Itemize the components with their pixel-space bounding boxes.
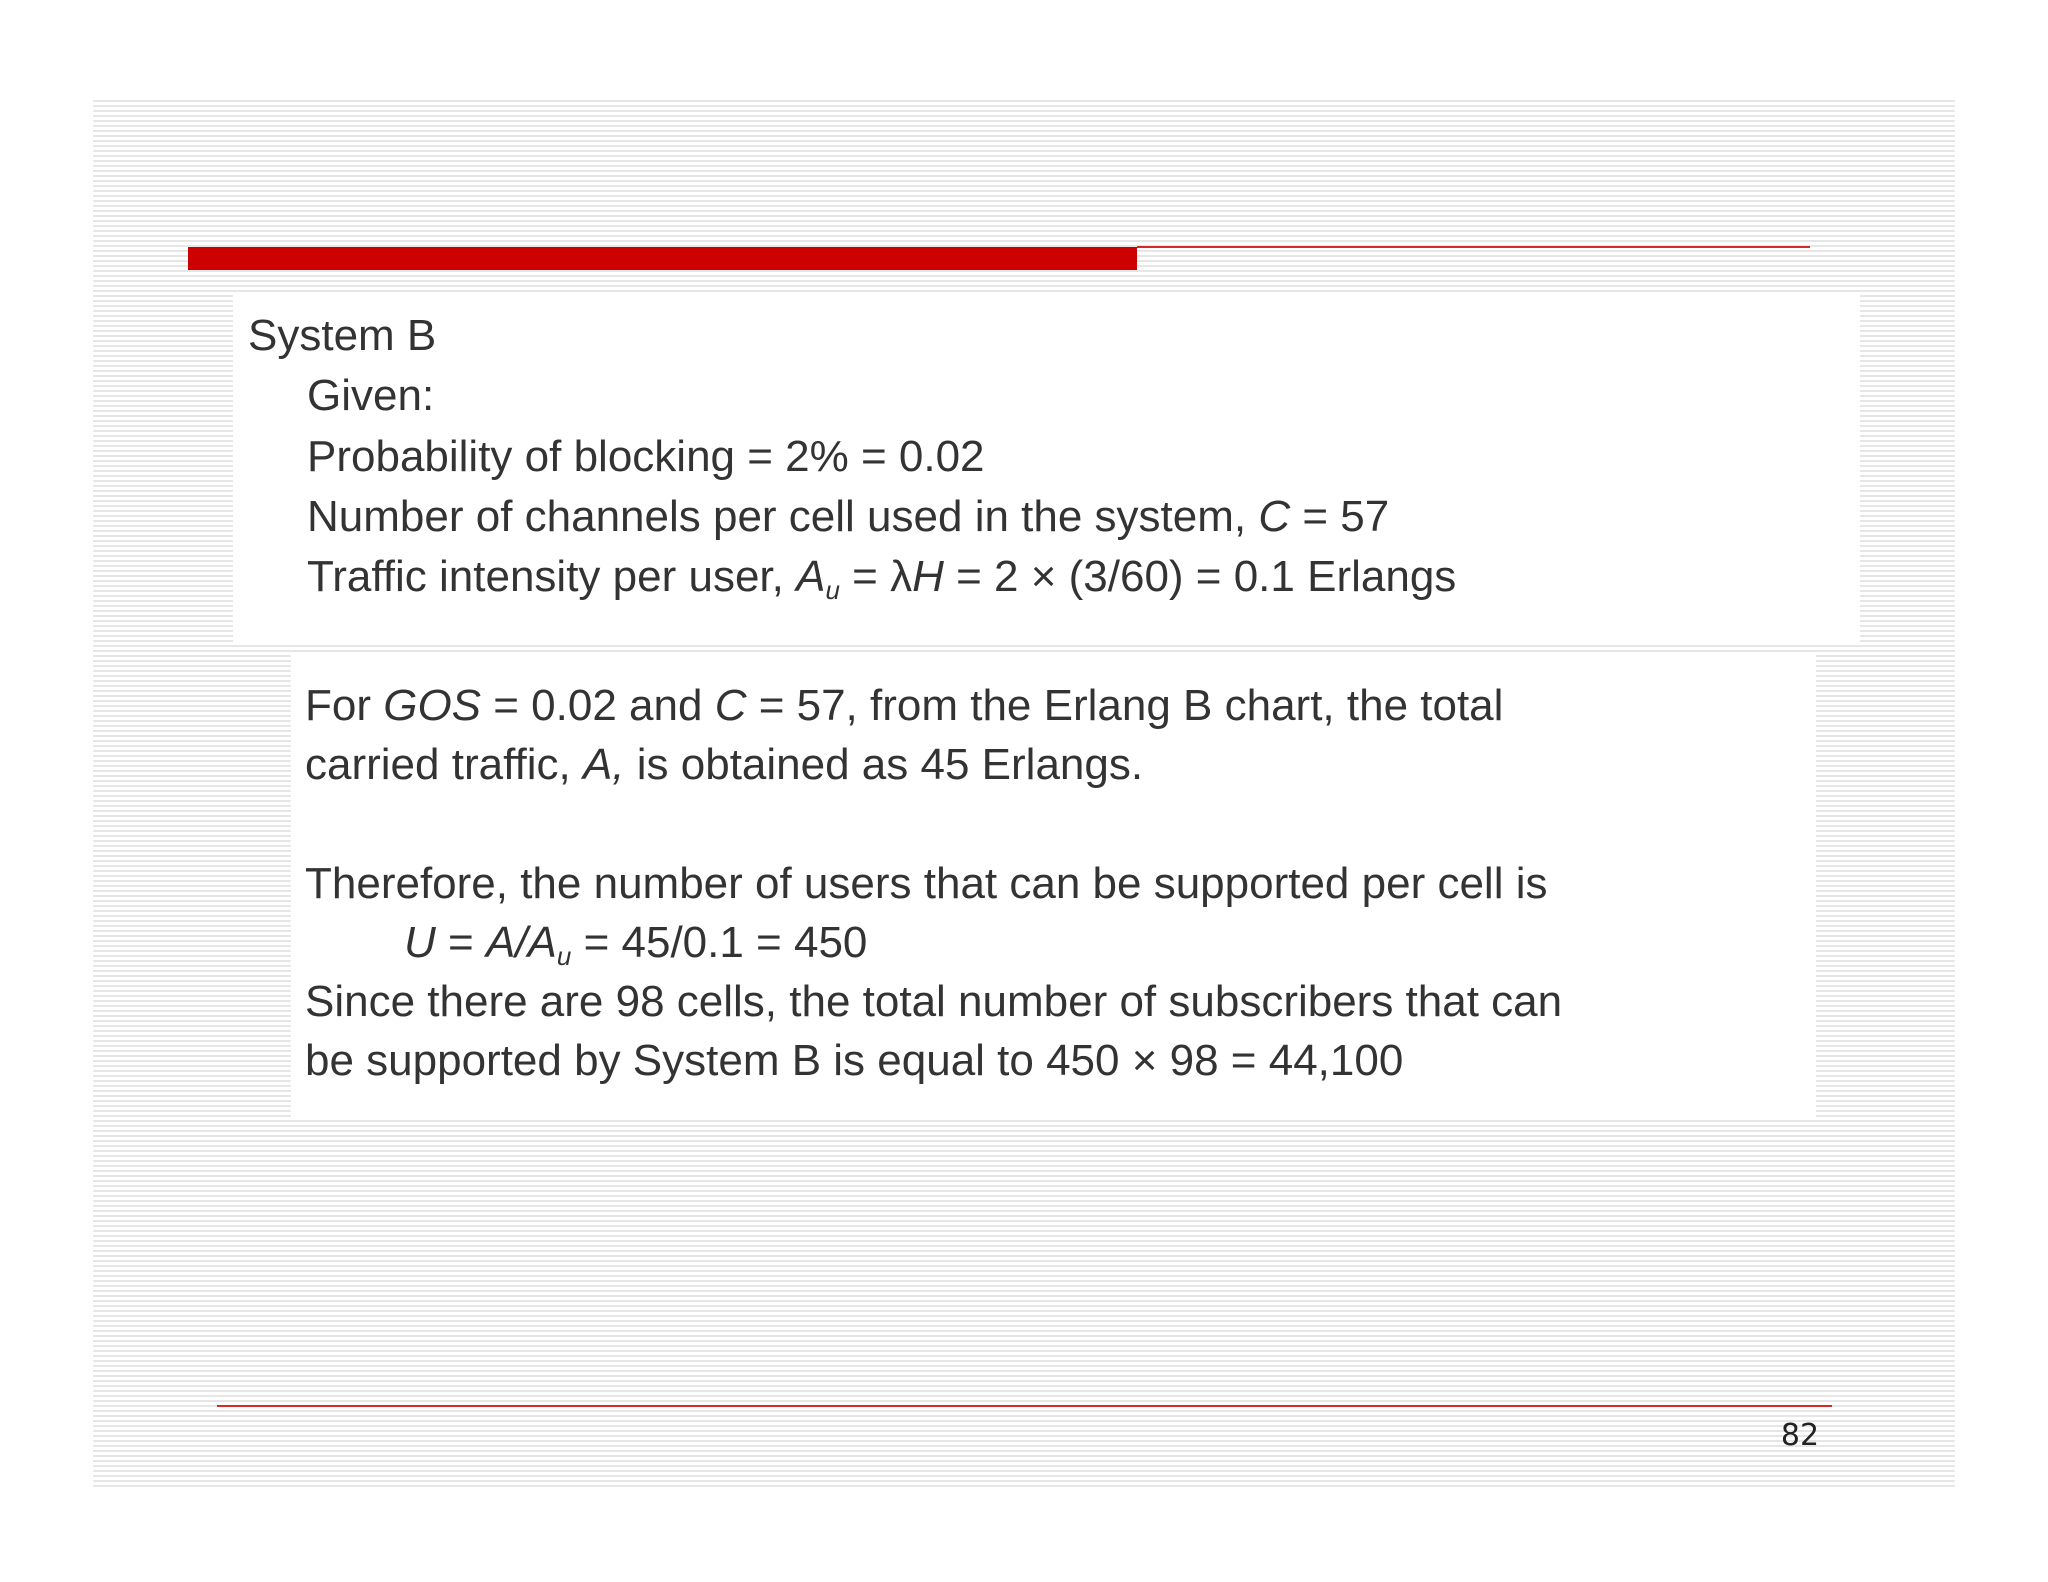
line1-for: For [305,681,384,730]
traffic-subscript: u [825,575,840,605]
system-heading [248,306,436,366]
channels-variable: C [1258,492,1291,541]
line2-a: A, [582,740,625,789]
title-accent-bar [188,247,1137,270]
traffic-intensity [307,547,1456,620]
traffic-variable-h: H [912,552,944,601]
channels-suffix: = 57 [1290,492,1390,541]
eq-slash: / [515,918,528,967]
footer-line [217,1405,1832,1407]
system-heading-text: System B [248,311,437,360]
line6-text: be supported by System B is equal to 450 × 98 = 44,100 [305,1036,1404,1085]
eq-a-u: A [527,918,557,967]
blocking-probability-text: Probability of blocking = 2% = 0.02 [307,432,985,481]
line1-gos: GOS [383,681,482,730]
traffic-prefix: Traffic intensity per user, [307,552,797,601]
solution-line-1 [305,676,1503,736]
line1-c: C [714,681,747,730]
line2-end: is obtained as 45 Erlangs. [624,740,1144,789]
line2-start: carried traffic, [305,740,583,789]
given-label [307,366,434,426]
blocking-probability [307,427,985,487]
traffic-equals: = λ [839,552,913,601]
title-accent-line [1137,246,1810,248]
line3-text: Therefore, the number of users that can be supported per cell is [305,859,1548,908]
solution-line-5 [305,972,1562,1032]
channels-prefix: Number of channels per cell used in the system, [307,492,1259,541]
channels-per-cell [307,487,1389,547]
line1-mid: = 0.02 and [481,681,715,730]
given-label-text: Given: [307,371,435,420]
solution-line-3 [305,854,1547,914]
page-number: 82 [1780,1418,1820,1453]
eq-a: A [485,918,516,967]
line5-text: Since there are 98 cells, the total number of subscribers that can [305,977,1563,1026]
solution-line-6 [305,1031,1403,1091]
eq-u: U [404,918,436,967]
eq-equals: = [435,918,486,967]
solution-line-2 [305,735,1143,795]
traffic-variable: A [796,552,826,601]
eq-subscript: u [556,941,572,971]
eq-result: = 45/0.1 = 450 [571,918,868,967]
traffic-suffix: = 2 × (3/60) = 0.1 Erlangs [943,552,1457,601]
line1-end: = 57, from the Erlang B chart, the total [746,681,1504,730]
